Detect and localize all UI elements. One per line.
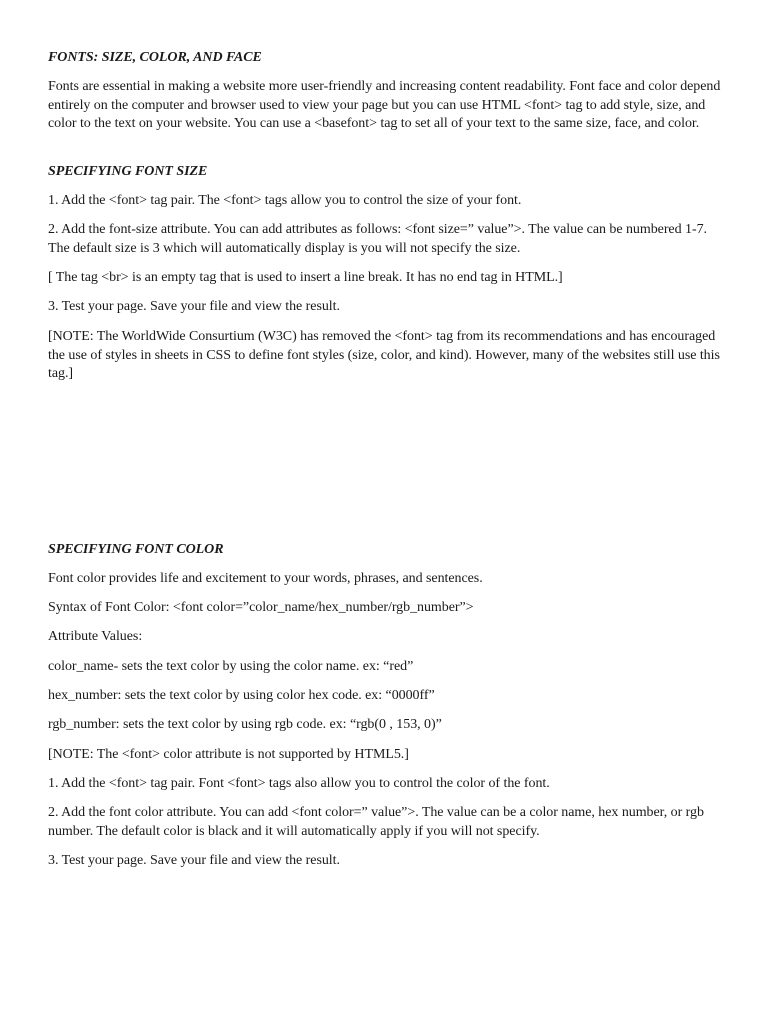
paragraph-size-step-2: 2. Add the font-size attribute. You can add attributes as follows: <font size=” value”>. The value can be numbered 1-7. The default size is 3 which will automatically display is you will not specify the size. bbox=[48, 222, 707, 256]
paragraph-br-note: [ The tag <br> is an empty tag that is used to insert a line break. It has no end tag in HTML.] bbox=[48, 270, 563, 285]
paragraph-color-step-3: 3. Test your page. Save your file and view the result. bbox=[48, 853, 340, 868]
paragraph-attr-color-name: color_name- sets the text color by using the color name. ex: “red” bbox=[48, 659, 414, 674]
section-heading-font-color: SPECIFYING FONT COLOR bbox=[48, 542, 224, 557]
paragraph-color-intro: Font color provides life and excitement to your words, phrases, and sentences. bbox=[48, 571, 483, 586]
paragraph-size-step-1: 1. Add the <font> tag pair. The <font> tags allow you to control the size of your font. bbox=[48, 193, 522, 208]
paragraph-size-step-3: 3. Test your page. Save your file and view the result. bbox=[48, 299, 340, 314]
paragraph-color-syntax: Syntax of Font Color: <font color=”color_name/hex_number/rgb_number”> bbox=[48, 600, 474, 615]
paragraph-w3c-note: [NOTE: The WorldWide Consurtium (W3C) has removed the <font> tag from its recommendations and has encouraged the use of styles in sheets in CSS to define font styles (size, color, and kind). However, many of the websites still use this tag.] bbox=[48, 329, 720, 382]
paragraph-html5-note: [NOTE: The <font> color attribute is not supported by HTML5.] bbox=[48, 747, 409, 762]
paragraph-attr-hex-number: hex_number: sets the text color by using color hex code. ex: “0000ff” bbox=[48, 688, 435, 703]
paragraph-color-step-2: 2. Add the font color attribute. You can add <font color=” value”>. The value can be a color name, hex number, or rgb number. The default color is black and it will automatically apply if you will not specify. bbox=[48, 805, 704, 839]
paragraph-attr-rgb-number: rgb_number: sets the text color by using rgb code. ex: “rgb(0 , 153, 0)” bbox=[48, 717, 442, 732]
paragraph-intro: Fonts are essential in making a website more user-friendly and increasing content readability. Font face and color depend entirely on the computer and browser used to view your page but you can use HTML <font> tag to add style, size, and color to the text on your website. You can use a <basefont> tag to set all of your text to the same size, face, and color. bbox=[48, 79, 721, 132]
paragraph-color-step-1: 1. Add the <font> tag pair. Font <font> tags also allow you to control the color of the font. bbox=[48, 776, 550, 791]
section-heading-fonts: FONTS: SIZE, COLOR, AND FACE bbox=[48, 50, 262, 65]
paragraph-attribute-values: Attribute Values: bbox=[48, 629, 143, 644]
section-heading-font-size: SPECIFYING FONT SIZE bbox=[48, 164, 208, 179]
